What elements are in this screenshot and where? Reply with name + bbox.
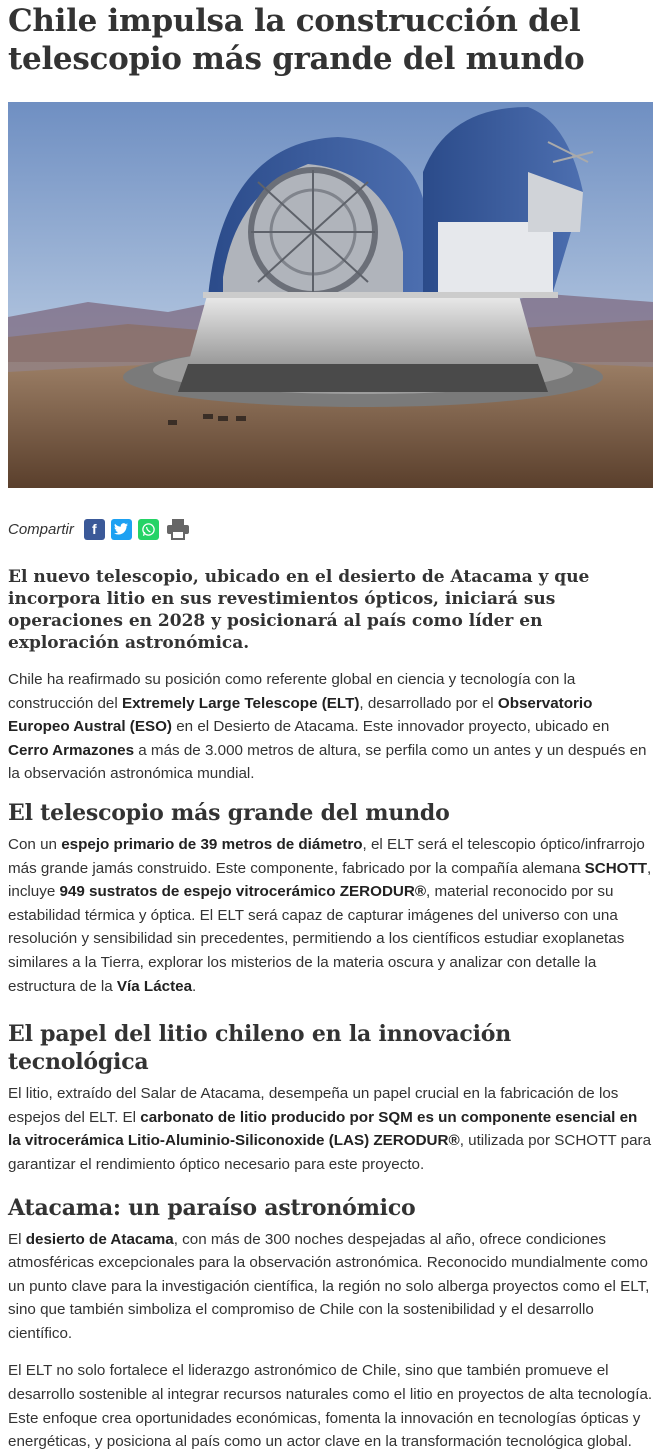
bold-text: Vía Láctea xyxy=(116,977,193,995)
section-paragraph-telescope: Con un espejo primario de 39 metros de diámetro, el ELT será el telescopio óptico/infrarrojo más grande jamás construido. Este componente, fabricado por la compañía alemana SCHOTT, incluye 949 sustratos de espejo vitrocerámico ZERODUR®, material reconocido por su estabilidad térmica y óptica. El ELT será capaz de capturar imágenes del universo con una resolución y sensibilidad sin precedentes, permitiendo a los científicos estudiar exoplanetas similares a la Tierra, explorar los misterios de la materia oscura y analizar con detalle la estructura de la Vía Láctea. xyxy=(8,835,652,995)
bold-text: Cerro Armazones xyxy=(8,741,135,759)
bold-text: carbonato de litio producido por SQM es un componente esencial en la vitrocerámica Litio-Aluminio-Siliconoxide (LAS) ZERODUR® xyxy=(8,1108,638,1150)
whatsapp-icon[interactable] xyxy=(138,519,159,540)
section-paragraph-atacama: El desierto de Atacama, con más de 300 noches despejadas al año, ofrece condiciones atmosféricas excepcionales para la observación astronómica. Reconocido mundialmente como un punto clave para la investigación científica, la región no solo alberga proyectos como el ELT, sino que también simboliza el compromiso de Chile con la sostenibilidad y el desarrollo científico. xyxy=(8,1230,650,1342)
bold-text: Extremely Large Telescope (ELT) xyxy=(121,694,360,712)
telescope-illustration xyxy=(8,102,653,488)
section-heading-lithium: El papel del litio chileno en la innovación tecnológica xyxy=(8,1021,512,1076)
bold-text: 949 sustratos de espejo vitrocerámico ZERODUR® xyxy=(59,883,427,901)
hero-image xyxy=(8,102,653,488)
share-bar xyxy=(8,516,653,542)
article-title: Chile impulsa la construcción del telescopio más grande del mundo xyxy=(8,3,585,77)
article-lead: El nuevo telescopio, ubicado en el desierto de Atacama y que incorpora litio en sus revestimientos ópticos, iniciará sus operaciones en 2028 y posicionará al país como líder en exploración astronómica. xyxy=(8,567,590,653)
facebook-icon[interactable]: f xyxy=(84,519,105,540)
section-paragraph-lithium: El litio, extraído del Salar de Atacama, desempeña un papel crucial en la fabricación de los espejos del ELT. El carbonato de litio producido por SQM es un componente esencial en la vitrocerámica Litio-Aluminio-Siliconoxide (LAS) ZERODUR®, utilizada por SCHOTT para garantizar el rendimiento óptico necesario para este proyecto. xyxy=(8,1085,652,1173)
section-heading-atacama: Atacama: un paraíso astronómico xyxy=(8,1194,416,1221)
bold-text: Observatorio Europeo Austral (ESO) xyxy=(8,694,593,736)
article xyxy=(8,0,653,1454)
bold-text: desierto de Atacama xyxy=(25,1230,174,1248)
closing-paragraph: El ELT no solo fortalece el liderazgo astronómico de Chile, sino que también promueve el desarrollo sostenible al integrar recursos naturales como el litio en proyectos de alta tecnología. Este enfoque crea oportunidades económicas, fomenta la innovación en tecnologías ópticas y energéticas, y posiciona al país como un actor clave en la transformación tecnológica global. xyxy=(8,1362,653,1451)
bold-text: SCHOTT xyxy=(584,859,648,877)
bold-text: espejo primario de 39 metros de diámetro xyxy=(61,835,363,853)
intro-paragraph: Chile ha reafirmado su posición como referente global en ciencia y tecnología con la construcción del Extremely Large Telescope (ELT), desarrollado por el Observatorio Europeo Austral (ESO) en el Desierto de Atacama. Este innovador proyecto, ubicado en Cerro Armazones a más de 3.000 metros de altura, se perfila como un antes y un después en la observación astronómica mundial. xyxy=(8,671,647,783)
share-label: Compartir xyxy=(8,520,74,538)
twitter-icon[interactable] xyxy=(111,519,132,540)
section-heading-telescope: El telescopio más grande del mundo xyxy=(8,799,450,826)
print-icon[interactable] xyxy=(165,519,191,540)
